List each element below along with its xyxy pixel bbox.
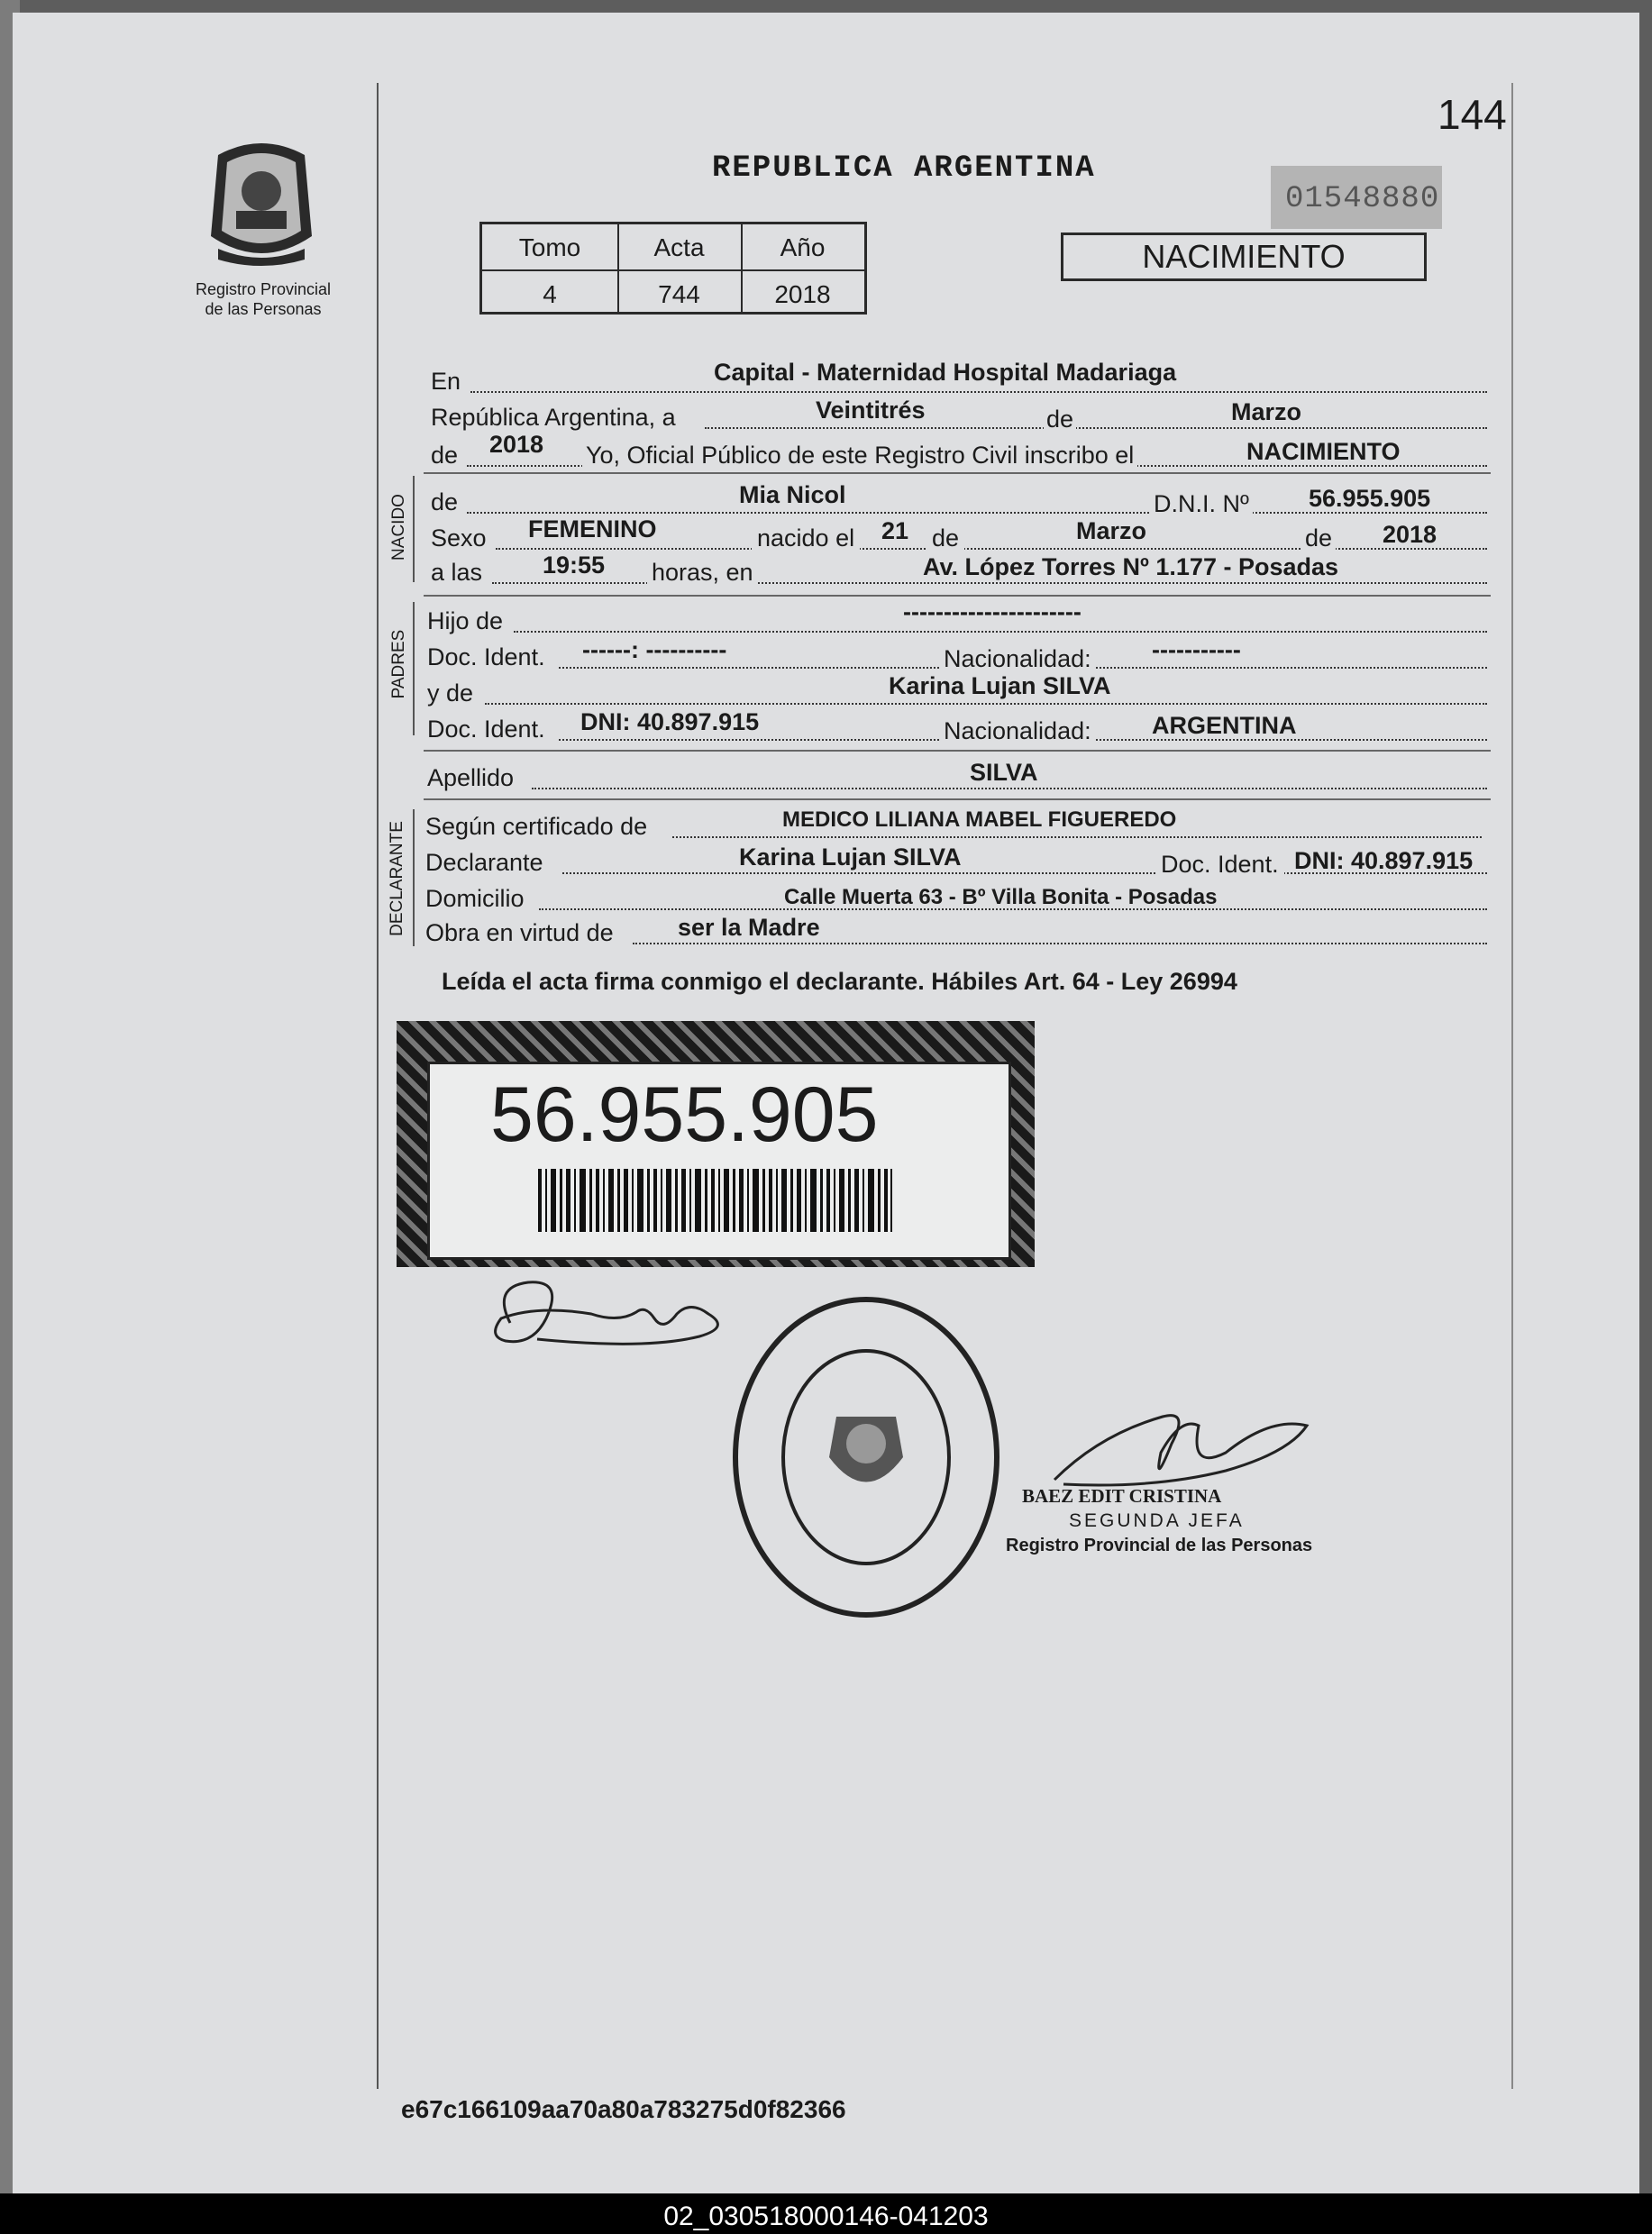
label-a-las: a las bbox=[431, 559, 483, 586]
label-doc-ident-1: Doc. Ident. bbox=[427, 643, 545, 670]
dotted-line bbox=[496, 548, 1487, 550]
section-label-nacido: NACIDO bbox=[389, 494, 408, 561]
label-de-month: de bbox=[1044, 406, 1076, 433]
official-office: Registro Provincial de las Personas bbox=[1006, 1536, 1313, 1555]
register-header-acta: Acta bbox=[653, 233, 705, 261]
event-value: NACIMIENTO bbox=[1246, 438, 1401, 465]
label-de-birth-month: de bbox=[926, 524, 964, 552]
dotted-line bbox=[485, 703, 1487, 705]
declarante-value: Karina Lujan SILVA bbox=[739, 843, 962, 871]
birth-day-value: 21 bbox=[881, 517, 909, 544]
label-de-year: de bbox=[431, 442, 459, 469]
page-number: 144 bbox=[1438, 91, 1507, 138]
serial-number-stamp bbox=[1271, 166, 1442, 229]
label-horas: horas, en bbox=[647, 559, 758, 587]
birth-year-value: 2018 bbox=[1383, 521, 1438, 548]
certificado-value: MEDICO LILIANA MABEL FIGUEREDO bbox=[782, 807, 1177, 832]
dotted-line bbox=[633, 943, 1487, 944]
document-hash: e67c166109aa70a80a783275d0f82366 bbox=[401, 2095, 846, 2123]
label-nacionalidad-2: Nacionalidad: bbox=[939, 717, 1096, 745]
day-value: Veintitrés bbox=[816, 397, 926, 424]
margin-line bbox=[377, 83, 379, 2089]
name-value: Mia Nicol bbox=[739, 481, 846, 508]
barcode bbox=[538, 1169, 892, 1232]
logo-caption-line2: de las Personas bbox=[205, 300, 322, 318]
label-en: En bbox=[431, 368, 461, 395]
section-bar bbox=[413, 809, 415, 946]
year-value: 2018 bbox=[489, 431, 544, 458]
register-value-ano: 2018 bbox=[774, 280, 831, 308]
label-dni: D.N.I. Nº bbox=[1150, 490, 1253, 518]
dotted-line bbox=[532, 788, 1487, 789]
place-value: Capital - Maternidad Hospital Madariaga bbox=[714, 359, 1177, 386]
mother-value: Karina Lujan SILVA bbox=[889, 672, 1111, 699]
section-label-declarante: DECLARANTE bbox=[388, 821, 406, 936]
label-de-nombre: de bbox=[431, 488, 459, 515]
label-doc-ident-2: Doc. Ident. bbox=[427, 716, 545, 743]
label-y-de: y de bbox=[427, 679, 474, 707]
label-obra: Obra en virtud de bbox=[425, 919, 614, 946]
sexo-value: FEMENINO bbox=[528, 515, 657, 543]
label-de-birth-year: de bbox=[1301, 524, 1336, 552]
label-nacionalidad-1: Nacionalidad: bbox=[939, 645, 1096, 673]
label-apellido: Apellido bbox=[427, 764, 515, 791]
section-divider bbox=[424, 595, 1491, 597]
logo-caption bbox=[176, 279, 351, 319]
official-seal bbox=[726, 1290, 1006, 1624]
dotted-line bbox=[672, 836, 1482, 838]
misiones-seal-icon bbox=[200, 137, 323, 270]
right-margin-line bbox=[1511, 83, 1513, 2089]
father-nationality-value: ----------- bbox=[1152, 636, 1241, 663]
dni-value: 56.955.905 bbox=[1309, 485, 1431, 512]
mother-nationality-value: ARGENTINA bbox=[1152, 712, 1297, 739]
dni-stamp-number: 56.955.905 bbox=[490, 1071, 879, 1158]
section-bar bbox=[413, 602, 415, 735]
section-divider bbox=[424, 750, 1491, 752]
document-type-box: NACIMIENTO bbox=[1061, 233, 1427, 281]
month-value: Marzo bbox=[1231, 398, 1302, 425]
label-republica: República Argentina, a bbox=[431, 404, 676, 431]
register-table bbox=[479, 222, 867, 315]
time-value: 19:55 bbox=[543, 552, 606, 579]
label-sexo: Sexo bbox=[431, 524, 487, 552]
official-role: SEGUNDA JEFA bbox=[1069, 1510, 1245, 1531]
dotted-line bbox=[470, 391, 1487, 393]
label-hijo-de: Hijo de bbox=[427, 607, 504, 634]
section-bar bbox=[413, 476, 415, 582]
apellido-value: SILVA bbox=[970, 759, 1038, 786]
father-value: ---------------------- bbox=[903, 598, 1082, 625]
document-title: REPUBLICA ARGENTINA bbox=[712, 151, 1096, 186]
mother-doc-value: DNI: 40.897.915 bbox=[580, 708, 760, 735]
declarante-doc-value: DNI: 40.897.915 bbox=[1294, 847, 1474, 874]
dotted-line bbox=[492, 582, 1487, 584]
label-domicilio: Domicilio bbox=[425, 885, 525, 912]
footnote: Leída el acta firma conmigo el declarante. Hábiles Art. 64 - Ley 26994 bbox=[442, 968, 1237, 995]
footer-file-id: 02_030518000146-041203 bbox=[663, 2202, 989, 2231]
address-value: Av. López Torres Nº 1.177 - Posadas bbox=[923, 553, 1339, 580]
dotted-line bbox=[705, 427, 1487, 429]
label-doc-ident-declarante: Doc. Ident. bbox=[1155, 851, 1284, 879]
section-divider bbox=[424, 798, 1491, 800]
label-certificado: Según certificado de bbox=[425, 813, 648, 840]
register-header-tomo: Tomo bbox=[518, 233, 581, 261]
register-value-tomo: 4 bbox=[543, 280, 557, 308]
label-nacido-el: nacido el bbox=[752, 524, 860, 552]
domicilio-value: Calle Muerta 63 - Bº Villa Bonita - Posadas bbox=[784, 885, 1218, 909]
register-header-ano: Año bbox=[780, 233, 826, 261]
serial-number: 01548880 bbox=[1285, 182, 1440, 216]
label-inscribo: Yo, Oficial Público de este Registro Civil inscribo el bbox=[582, 442, 1137, 470]
section-divider bbox=[424, 472, 1491, 474]
register-value-acta: 744 bbox=[658, 280, 700, 308]
section-label-padres: PADRES bbox=[389, 629, 408, 699]
birth-month-value: Marzo bbox=[1076, 517, 1147, 544]
father-doc-value: ------: ---------- bbox=[582, 636, 727, 663]
label-declarante: Declarante bbox=[425, 849, 543, 876]
declarant-signature bbox=[483, 1269, 735, 1368]
official-name: BAEZ EDIT CRISTINA bbox=[1022, 1485, 1222, 1507]
dotted-line bbox=[514, 631, 1487, 633]
obra-value: ser la Madre bbox=[678, 914, 820, 941]
logo-caption-line1: Registro Provincial bbox=[195, 280, 332, 298]
